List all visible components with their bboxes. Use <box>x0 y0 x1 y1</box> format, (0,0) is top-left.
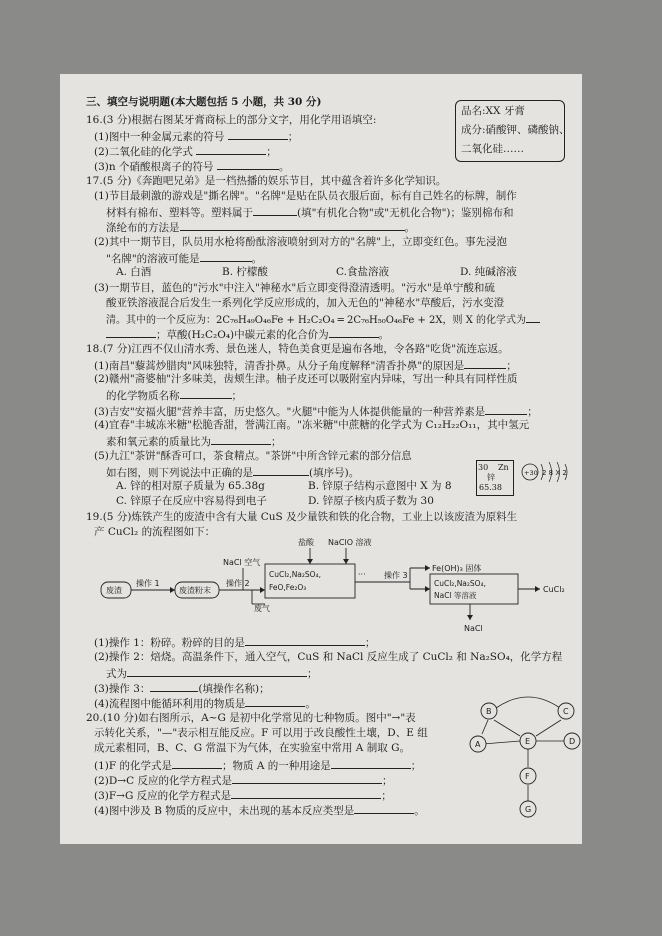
q19-stem-2: 产 CuCl₂ 的流程图如下： <box>94 526 216 538</box>
node-d: D <box>569 737 576 746</box>
section-title: 三、填空与说明题(本大题包括 5 小题，共 30 分) <box>86 96 322 108</box>
flow-op3: 操作 3 <box>384 571 408 580</box>
q20-relation-diagram <box>60 74 582 844</box>
q20-item-1: (1)F 的化学式是 ；物质 A 的一种用途是 ； <box>94 760 422 772</box>
q17-option-c: C.食盐溶液 <box>336 266 389 278</box>
flow-powder: 废渣粉末 <box>179 586 211 595</box>
q17-p3d: ；草酸(H₂C₂O₄)中碳元素的化合价为 。 <box>106 327 389 342</box>
q18-p2a: (2)赣州"斋婆柚"汁多味美，齿颊生津。柚子皮还可以吸附室内异味，写出一种具有同样性质 <box>94 373 518 385</box>
q17-option-d: D. 纯碱溶液 <box>460 266 517 278</box>
toothpaste-name: 品名:XX 牙膏 <box>461 105 525 117</box>
flow-cucl2: CuCl₂ <box>543 585 565 594</box>
q19-p2b: 式为 ； <box>106 668 318 680</box>
zinc-number: 30 <box>478 463 489 472</box>
flow-naclo: NaClO 溶液 <box>328 538 372 547</box>
q19-p1: (1)操作 1：粉碎。粉碎的目的是 ； <box>94 637 376 649</box>
node-f: F <box>525 772 530 781</box>
q17-p1a: (1)节目最刺激的游戏是"撕名牌"。"名牌"是贴在队员衣服后面，标有自己姓名的标牌，制作 <box>94 190 517 202</box>
q18-option-d: D. 锌原子核内质子数为 30 <box>308 495 434 507</box>
q17-p3a: (3)一期节目，蓝色的"污水"中注入"神秘水"后立即变得澄清透明。"污水"是单宁酸和硫 <box>94 282 495 294</box>
toothpaste-ingredients: 成分:硝酸钾、磷酸钠、 <box>461 124 570 136</box>
q17-stem: 17.(5 分)《奔跑吧兄弟》是一档热播的娱乐节目，其中蕴含着许多化学知识。 <box>86 175 447 187</box>
q18-p1: (1)南昌"藜蒿炒腊肉"风味独特，清香扑鼻。从分子角度解释"清香扑鼻"的原因是 ； <box>94 360 517 372</box>
exam-page <box>60 74 582 844</box>
q17-option-b: B. 柠檬酸 <box>222 266 268 278</box>
flow-exhaust: 废气 <box>254 604 270 613</box>
q18-p5b: 如右图，则下列说法中正确的是 (填序号)。 <box>106 467 360 479</box>
q20-item-2: (2)D→C 反应的化学方程式是 ； <box>94 775 393 787</box>
q20-line-3: 成元素相同，B、C、G 常温下为气体，在实验室中常用 A 制取 G。 <box>94 742 410 754</box>
q17-p1b: 材料有棉布、塑料等。塑料属于 (填"有机化合物"或"无机化合物")；鉴别棉布和 <box>106 207 514 219</box>
node-b: B <box>486 707 492 716</box>
q18-option-a: A. 锌的相对原子质量为 65.38g <box>116 480 265 492</box>
q16-item-3: (3)n 个硝酸根离子的符号 。 <box>94 161 290 173</box>
q20-line-1: 20.(10 分)如右图所示，A~G 是初中化学常见的七种物质。图中"→"表 <box>86 712 416 724</box>
node-a: A <box>475 740 481 749</box>
node-e: E <box>525 737 531 746</box>
zinc-nucleus: +30 <box>524 469 538 477</box>
q19-p3: (3)操作 3： (填操作名称)； <box>94 683 270 695</box>
flow-feoh3: Fe(OH)₃ 固体 <box>432 564 482 573</box>
flow-solution-2: NaCl 等溶液 <box>434 591 477 600</box>
toothpaste-ingredients-2: 二氧化硅…… <box>461 143 524 155</box>
q16-stem: 16.(3 分)根据右图某牙膏商标上的部分文字，用化学用语填空: <box>86 114 377 126</box>
q18-p2b: 的化学物质名称 ； <box>106 390 242 402</box>
q18-p4b: 素和氧元素的质量比为 ； <box>106 436 282 448</box>
flow-mix: CuCl₂,Na₂SO₄, <box>269 570 321 579</box>
q20-line-2: 示转化关系，"—"表示相互能反应。F 可以用于改良酸性土壤，D、E 组 <box>94 727 428 739</box>
q19-stem: 19.(5 分)炼铁产生的废渣中含有大量 CuS 及少量铁和铁的化合物，工业上以该废渣为原料生 <box>86 511 518 523</box>
q20-item-4: (4)图中涉及 B 物质的反应中，未出现的基本反应类型是 。 <box>94 805 425 817</box>
q18-stem: 18.(7 分)江西不仅山清水秀、景色迷人，特色美食更是遍布各地，令各路"吃货"流连忘返。 <box>86 343 509 355</box>
flow-mix-2: FeO,Fe₂O₃ <box>269 583 307 592</box>
q17-p3b: 酸亚铁溶液混合后发生一系列化学反应形成的，加入无色的"神秘水"草酸后，污水变澄 <box>106 297 505 309</box>
node-g: G <box>525 805 532 814</box>
flow-nacl-air: NaCl 空气 <box>223 558 261 567</box>
q18-option-b: B. 锌原子结构示意图中 X 为 8 <box>308 480 452 492</box>
q18-p5a: (5)九江"茶饼"酥香可口，茶食精点。"茶饼"中所含锌元素的部分信息 <box>94 450 412 462</box>
q17-p1c: 涤纶布的方法是 。 <box>106 222 415 234</box>
zinc-mass: 65.38 <box>479 483 502 492</box>
q16-item-2: (2)二氧化硅的化学式 ； <box>94 146 277 158</box>
node-c: C <box>563 707 569 716</box>
q18-p3: (3)吉安"安福火腿"营养丰富，历史悠久。"火腿"中能为人体提供能量的一种营养素是 ； <box>94 406 538 418</box>
flow-nacl: NaCl <box>464 624 483 633</box>
q18-p4a: (4)宜春"丰城冻米糖"松脆香甜，誉满江南。"冻米糖"中蔗糖的化学式为 C₁₂H₂₂O₁₁，其中氢元 <box>94 419 530 431</box>
zinc-symbol: Zn <box>498 463 509 472</box>
zinc-name: 锌 <box>487 473 495 482</box>
q19-p2a: (2)操作 2：焙烧。高温条件下，通入空气，CuS 和 NaCl 反应生成了 CuCl₂ 和 Na₂SO₄，化学方程 <box>94 651 563 663</box>
zinc-shells: 2 8 X 2 <box>542 469 567 477</box>
q17-p2a: (2)其中一期节目，队员用水枪将酚酞溶液喷射到对方的"名牌"上，立即变红色。事先浸泡 <box>94 236 508 248</box>
q17-option-a: A. 白酒 <box>116 266 152 278</box>
flow-op1: 操作 1 <box>136 579 160 588</box>
q17-p2b: "名牌"的溶液可能是 。 <box>106 253 263 265</box>
q18-option-c: C. 锌原子在反应中容易得到电子 <box>116 495 267 507</box>
flow-waste: 废渣 <box>106 586 122 595</box>
flow-dots: ··· <box>358 570 366 579</box>
q16-item-1: (1)图中一种金属元素的符号 ； <box>94 131 299 143</box>
flow-solution: CuCl₂,Na₂SO₄, <box>434 579 486 588</box>
flow-op2: 操作 2 <box>226 579 250 588</box>
q20-item-3: (3)F→G 反应的化学方程式是 ； <box>94 790 392 802</box>
flow-hcl: 盐酸 <box>298 538 314 547</box>
q17-p3c: 清。其中的一个反应为：2C₇₆H₄₉O₄₆Fe + H₂C₂O₄ ═ 2C₇₆H₅₀O₄₆Fe + 2X，则 X 的化学式为 <box>106 312 540 327</box>
q19-p4: (4)流程图中能循环利用的物质是 。 <box>94 698 316 710</box>
